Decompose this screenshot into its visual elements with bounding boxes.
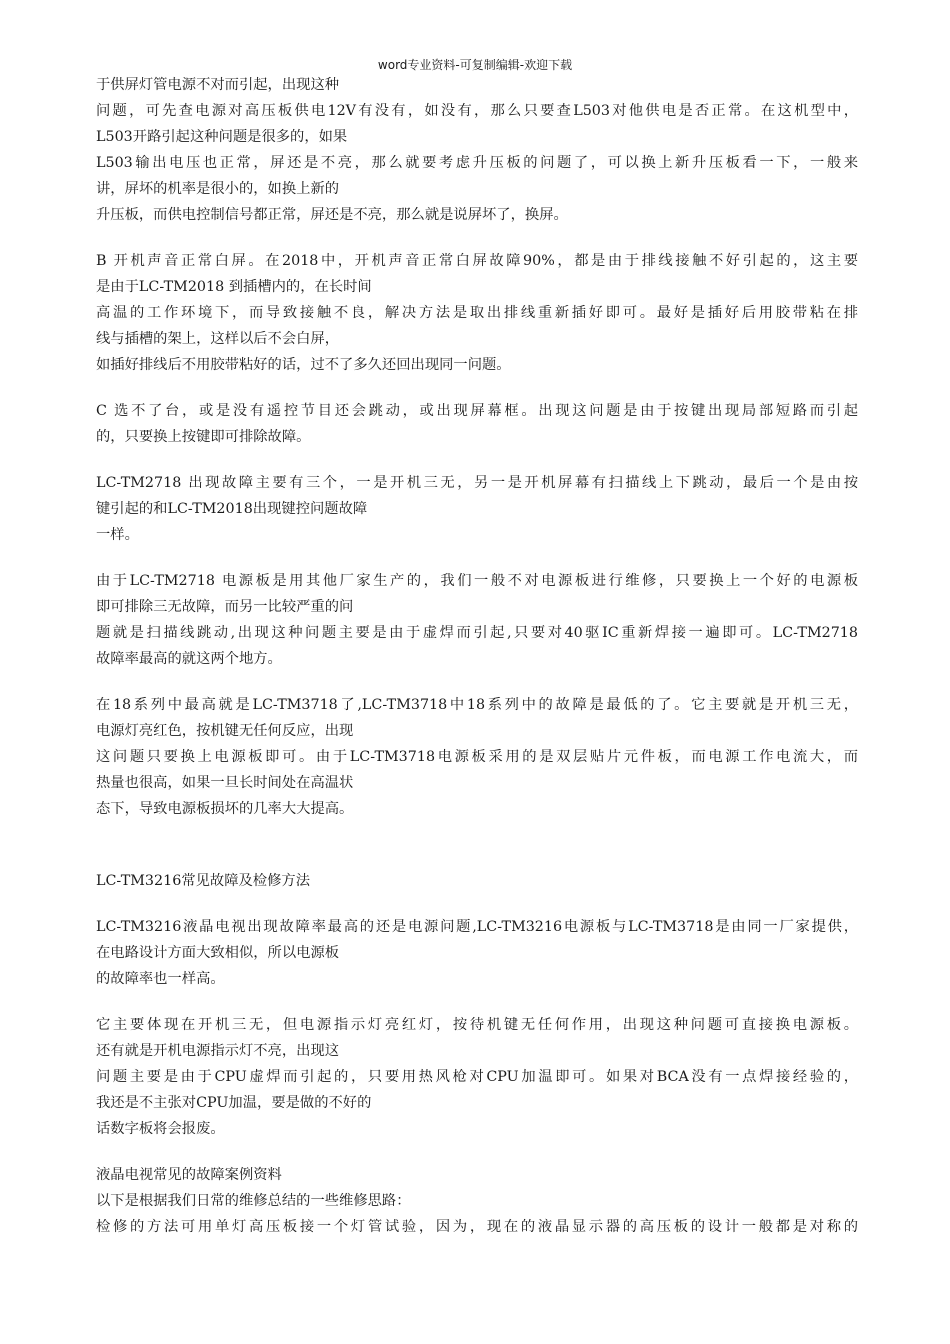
text-line: 如插好排线后不用胶带粘好的话，过不了多久还回出现同一问题。: [96, 357, 511, 373]
text-line: L503开路引起这种问题是很多的，如果: [96, 129, 348, 145]
text-line: 这问题只要换上电源板即可。由于LC-TM3718电源板采用的是双层贴片元件板，而电源工作电流大，而: [96, 749, 858, 765]
text-line: 热量也很高，如果一旦长时间处在高温状: [96, 775, 354, 791]
text-line: 话数字板将会报废。: [96, 1121, 225, 1137]
text-line: 问题主要是由于CPU虚焊而引起的，只要用热风枪对CPU加温即可。如果对BCA没有一点焊接经验的，: [96, 1069, 858, 1085]
text-line: L503输出电压也正常，屏还是不亮，那么就要考虑升压板的问题了，可以换上新升压板看一下，一般来: [96, 155, 858, 171]
section-heading: LC-TM3216常见故障及检修方法: [96, 873, 310, 889]
text-line: 的故障率也一样高。: [96, 971, 225, 987]
text-line: 是由于LC-TM2018 到插槽内的，在长时间: [96, 279, 372, 295]
text-line: 键引起的和LC-TM2018出现键控问题故障: [96, 501, 368, 517]
text-line: LC-TM2718 出现故障主要有三个，一是开机三无，另一是开机屏幕有扫描线上下跳动，最后一个是由按: [96, 475, 858, 491]
text-line: 即可排除三无故障，而另一比较严重的问: [96, 599, 354, 615]
text-line: 态下，导致电源板损坏的几率大大提高。: [96, 801, 354, 817]
text-line: 题就是扫描线跳动,出现这种问题主要是由于虚焊而引起,只要对40驱IC重新焊接一遍即可。LC-TM2718: [96, 625, 858, 641]
text-line: 高温的工作环境下，而导致接触不良，解决方法是取出排线重新插好即可。最好是插好后用胶带粘在排: [96, 305, 858, 321]
text-line: LC-TM3216液晶电视出现故障率最高的还是电源问题,LC-TM3216电源板与LC-TM3718是由同一厂家提供，: [96, 919, 858, 935]
text-line: 问题，可先查电源对高压板供电12V有没有，如没有，那么只要查L503对他供电是否正常。在这机型中，: [96, 103, 858, 119]
text-line: C 选不了台，或是没有遥控节目还会跳动，或出现屏幕框。出现这问题是由于按键出现局部短路而引起: [96, 403, 858, 419]
text-line: 由于LC-TM2718 电源板是用其他厂家生产的，我们一般不对电源板进行维修，只要换上一个好的电源板: [96, 573, 858, 589]
text-line: 线与插槽的架上，这样以后不会白屏，: [96, 331, 340, 347]
text-line: 讲，屏坏的机率是很小的，如换上新的: [96, 181, 340, 197]
text-line: 一样。: [96, 527, 139, 543]
text-line: 的，只要换上按键即可排除故障。: [96, 429, 311, 445]
text-line: 电源灯亮红色，按机键无任何反应，出现: [96, 723, 354, 739]
text-line: 在18系列中最高就是LC-TM3718了,LC-TM3718中18系列中的故障是最低的了。它主要就是开机三无，: [96, 697, 858, 713]
text-line: 还有就是开机电源指示灯不亮，出现这: [96, 1043, 340, 1059]
text-line: 在电路设计方面大致相似，所以电源板: [96, 945, 340, 961]
text-line: 于供屏灯管电源不对而引起，出现这种: [96, 77, 340, 93]
text-line: 检修的方法可用单灯高压板接一个灯管试验，因为，现在的液晶显示器的高压板的设计一般都是对称的: [96, 1219, 858, 1235]
text-line: 我还是不主张对CPU加温，要是做的不好的: [96, 1095, 372, 1111]
text-line: 升压板，而供电控制信号都正常，屏还是不亮，那么就是说屏坏了，换屏。: [96, 207, 568, 223]
text-line: 以下是根据我们日常的维修总结的一些维修思路：: [96, 1193, 411, 1209]
page-header: word专业资料-可复制编辑-欢迎下载: [377, 58, 573, 72]
text-line: B 开机声音正常白屏。在2018中，开机声音正常白屏故障90%，都是由于排线接触不好引起的，这主要: [96, 253, 858, 269]
text-line: 它主要体现在开机三无，但电源指示灯亮红灯，按待机键无任何作用，出现这种问题可直接换电源板。: [96, 1017, 858, 1033]
section-heading: 液晶电视常见的故障案例资料: [96, 1167, 282, 1183]
text-line: 故障率最高的就这两个地方。: [96, 651, 282, 667]
document-body: [96, 72, 858, 1240]
